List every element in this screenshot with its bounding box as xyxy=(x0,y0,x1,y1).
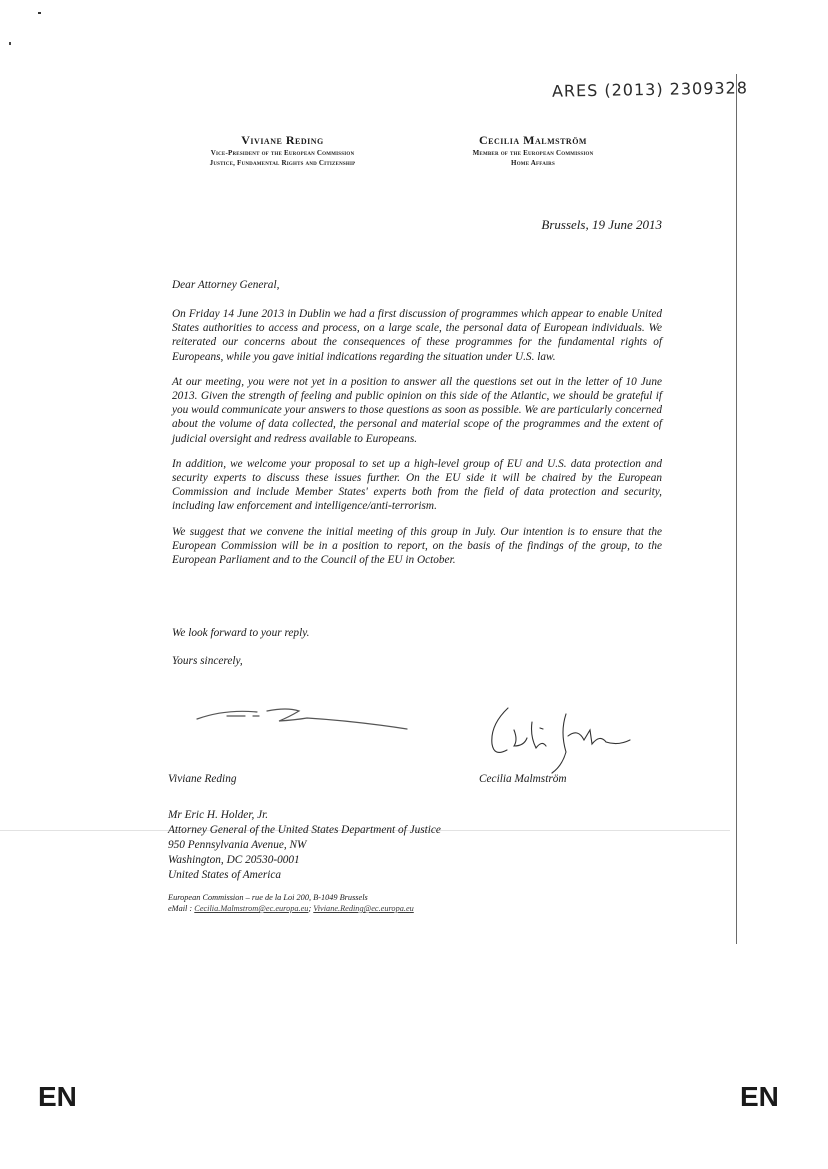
salutation: Dear Attorney General, xyxy=(172,279,280,291)
sender-right-title: Member of the European Commission xyxy=(472,149,594,157)
letterhead-right xyxy=(428,133,638,168)
email-link-malmstrom[interactable]: Cecilia.Malmstrom@ec.europa.eu xyxy=(194,904,309,913)
language-code-right: EN xyxy=(740,1081,779,1112)
sender-right-name: Cecilia Malmström xyxy=(479,133,587,147)
footer-email-line xyxy=(168,903,414,914)
scan-edge-line xyxy=(736,74,737,944)
body-paragraph: We suggest that we convene the initial meeting of this group in July. Our intention is to ensure that the European Commission will be in a position to report, on the basis of the findings of the group, to the European Parliament and to the Council of the EU in October. xyxy=(172,525,662,567)
sender-right-portfolio: Home Affairs xyxy=(511,159,555,167)
footer-email-separator: ; xyxy=(308,904,312,913)
letter-body xyxy=(172,307,662,578)
signatory-right: Cecilia Malmström xyxy=(479,773,567,785)
complimentary-close: Yours sincerely, xyxy=(172,655,243,667)
body-paragraph: At our meeting, you were not yet in a position to answer all the questions set out in the letter of 10 June 2013. Given the strength of feeling and public opinion on this side of the Atlantic, we should be grateful if you would communicate your answers to those questions as soon as possible. We are particularly concerned about the volume of data collected, the personal and material scope of the programmes and the extent of judicial oversight and redress available to Europeans. xyxy=(172,375,662,445)
signatory-left: Viviane Reding xyxy=(168,773,237,785)
footer-address: European Commission – rue de la Loi 200, B-1049 Brussels xyxy=(168,893,368,902)
recipient-title: Attorney General of the United States Department of Justice xyxy=(168,824,441,836)
closing-line: We look forward to your reply. xyxy=(172,627,310,639)
signature-left xyxy=(195,703,410,738)
scan-speck xyxy=(38,12,41,14)
language-code-left: EN xyxy=(38,1081,77,1112)
letter-date: Brussels, 19 June 2013 xyxy=(541,217,662,232)
sender-left-name: Viviane Reding xyxy=(241,133,324,147)
sender-left-title: Vice-President of the European Commission xyxy=(210,149,355,157)
recipient-city: Washington, DC 20530-0001 xyxy=(168,854,300,866)
sender-left-portfolio: Justice, Fundamental Rights and Citizenship xyxy=(209,159,356,167)
footer xyxy=(168,892,414,914)
recipient-street: 950 Pennsylvania Avenue, NW xyxy=(168,839,307,851)
footer-email-label: eMail : xyxy=(168,904,193,913)
recipient-name: Mr Eric H. Holder, Jr. xyxy=(168,809,269,821)
recipient-country: United States of America xyxy=(168,869,282,881)
email-link-reding[interactable]: Viviane.Reding@ec.europa.eu xyxy=(313,904,414,913)
letterhead-left xyxy=(170,133,395,168)
signature-right xyxy=(480,700,635,775)
body-paragraph: In addition, we welcome your proposal to set up a high-level group of EU and U.S. data protection and security experts to discuss these issues further. On the EU side it will be chaired by the European Commission and include Member States' experts both from the field of data protection and security, including law enforcement and intelligence/anti-terrorism. xyxy=(172,457,662,513)
body-paragraph: On Friday 14 June 2013 in Dublin we had a first discussion of programmes which appear to enable United States authorities to access and process, on a large scale, the personal data of European individuals. We reiterated our concerns about the consequences of these programmes for the fundamental rights of Europeans, while you gave initial indications regarding the situation under U.S. law. xyxy=(172,308,662,363)
recipient-address xyxy=(168,808,441,883)
reference-stamp: ARES (2013) 2309328 xyxy=(551,78,749,101)
scan-speck xyxy=(9,42,11,45)
